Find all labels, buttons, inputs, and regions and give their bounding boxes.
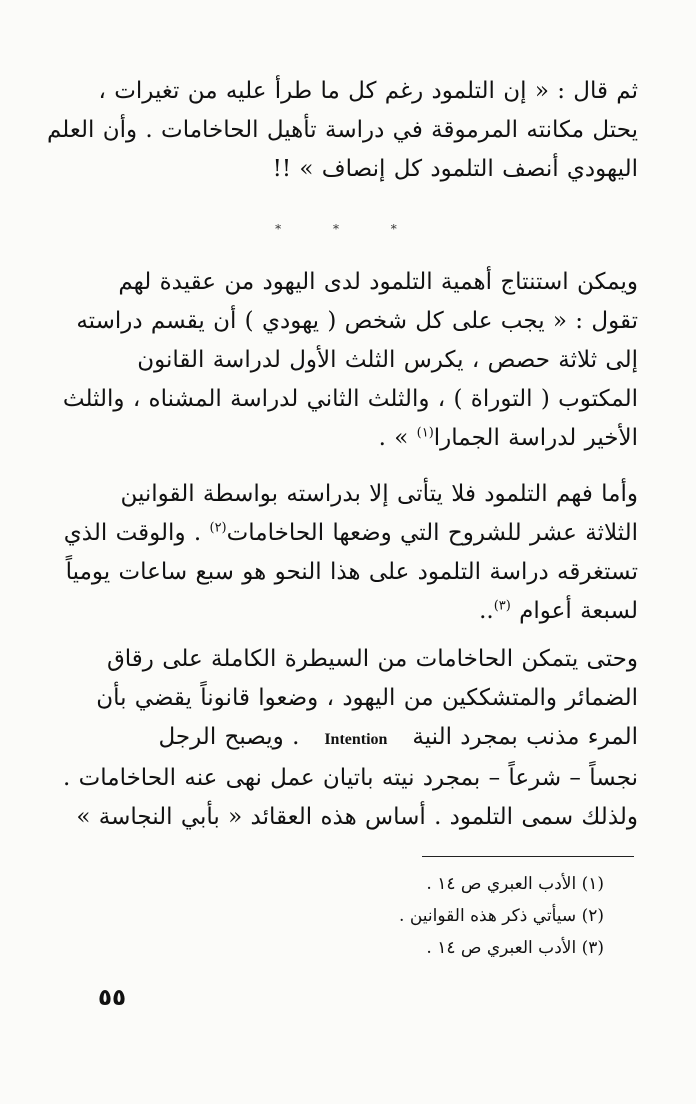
line-text: الثلاثة عشر للشروح التي وضعها الحاخامات: [226, 520, 638, 546]
line-tail: . ويصبح الرجل: [158, 724, 300, 750]
line-text: المرء مذنب بمجرد النية: [412, 724, 638, 750]
paragraph-line: وأما فهم التلمود فلا يتأتى إلا بدراسته بواسطة القوانين: [120, 481, 638, 507]
footnotes: [324, 868, 604, 964]
footnote-item: (٢) سيأتي ذكر هذه القوانين .: [399, 906, 604, 926]
paragraph-line: [88, 718, 638, 759]
paragraph-line: تستغرقه دراسة التلمود على هذا النحو هو سبع ساعات يومياً: [65, 559, 638, 585]
paragraph-line: إلى ثلاثة حصص ، يكرس الثلث الأول لدراسة القانون: [137, 347, 638, 373]
paragraph-line: [88, 592, 638, 631]
paragraph-line: [63, 514, 638, 553]
paragraph-line: [88, 419, 638, 458]
paragraph-line: يحتل مكانته المرموقة في دراسة تأهيل الحاخامات . وأن العلم: [47, 117, 638, 143]
line-tail: » .: [378, 425, 409, 451]
paragraph-understanding-talmud: [63, 475, 638, 631]
paragraph-talmud-quote: [47, 72, 638, 189]
paragraph-rabbis-control: [62, 640, 638, 837]
footnote-item: (١) الأدب العبري ص ١٤ .: [426, 874, 604, 894]
line-tail: ..: [479, 598, 494, 624]
line-tail: . والوقت الذي: [63, 520, 202, 546]
latin-term: Intention: [324, 731, 388, 748]
line-text: لسبعة أعوام: [519, 598, 638, 624]
paragraph-line: المكتوب ( التوراة ) ، والثلث الثاني لدراسة المشناه ، والثلث: [62, 386, 638, 412]
paragraph-line: ولذلك سمى التلمود . أساس هذه العقائد « بأبي النجاسة »: [76, 804, 638, 830]
line-text: الأخير لدراسة الجمارا: [433, 425, 638, 451]
paragraph-line: وحتى يتمكن الحاخامات من السيطرة الكاملة على رقاق: [106, 646, 638, 672]
footnote-marker[interactable]: (٢): [209, 520, 227, 536]
paragraph-talmud-importance: [62, 263, 638, 458]
paragraph-line: ثم قال : « إن التلمود رغم كل ما طرأ عليه من تغيرات ،: [98, 78, 638, 104]
paragraph-line: الضمائر والمتشككين من اليهود ، وضعوا قانوناً يقضي بأن: [96, 685, 638, 711]
footnote-marker[interactable]: (٣): [493, 598, 511, 614]
page-number: ٥٥: [98, 985, 127, 1011]
paragraph-line: نجساً – شرعاً – بمجرد نيته باتيان عمل نهى عنه الحاخامات .: [62, 765, 638, 791]
footnote-marker[interactable]: (١): [416, 425, 434, 441]
section-separator: * * *: [275, 222, 421, 236]
footnote-divider: [422, 856, 634, 857]
footnote-item: (٣) الأدب العبري ص ١٤ .: [426, 938, 604, 958]
paragraph-line: تقول : « يجب على كل شخص ( يهودي ) أن يقسم دراسته: [76, 308, 638, 334]
paragraph-line: ويمكن استنتاج أهمية التلمود لدى اليهود من عقيدة لهم: [118, 269, 638, 295]
paragraph-line: اليهودي أنصف التلمود كل إنصاف » !!: [272, 156, 638, 182]
